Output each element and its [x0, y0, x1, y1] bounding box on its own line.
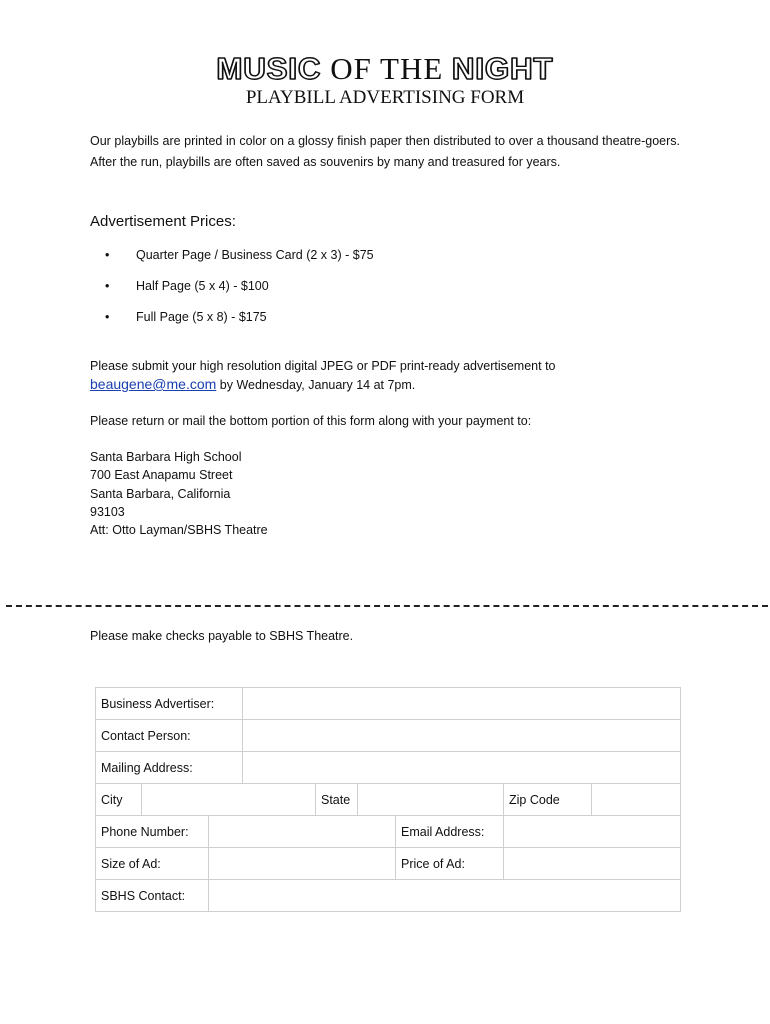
- intro-paragraph: Our playbills are printed in color on a glossy finish paper then distributed to over a thousand theatre-goers. After the run, playbills are often saved as souvenirs by many and treasured for years.: [90, 134, 680, 169]
- advertiser-form-table: [95, 687, 681, 912]
- price-of-ad-field[interactable]: [504, 848, 681, 880]
- sbhs-contact-label: SBHS Contact:: [96, 880, 209, 912]
- contact-person-label: Contact Person:: [96, 720, 243, 752]
- city-label: City: [96, 784, 142, 816]
- title-music: MUSIC: [216, 51, 322, 86]
- city-field[interactable]: [142, 784, 316, 816]
- checks-payable-note: Please make checks payable to SBHS Theatre.: [90, 629, 354, 643]
- prices-heading: Advertisement Prices:: [90, 213, 236, 230]
- page-subtitle: PLAYBILL ADVERTISING FORM: [245, 87, 525, 108]
- price-item-label: Half Page (5 x 4) - $100: [136, 279, 269, 293]
- business-advertiser-label: Business Advertiser:: [96, 688, 243, 720]
- address-line: Santa Barbara High School: [90, 450, 242, 464]
- form-row-sbhs-contact: [96, 880, 681, 912]
- address-line: 700 East Anapamu Street: [90, 468, 233, 483]
- price-of-ad-label: Price of Ad:: [396, 848, 504, 880]
- title-night: NIGHT: [452, 51, 554, 86]
- return-instructions: Please return or mail the bottom portion of this form along with your payment to:: [90, 414, 532, 428]
- price-item-half: [90, 276, 590, 307]
- size-of-ad-label: Size of Ad:: [96, 848, 209, 880]
- mailing-address-label: Mailing Address:: [96, 752, 243, 784]
- email-link[interactable]: beaugene@me.com: [90, 376, 217, 392]
- price-item-quarter: [90, 245, 590, 276]
- business-advertiser-field[interactable]: [243, 688, 681, 720]
- submission-deadline: by Wednesday, January 14 at 7pm.: [216, 378, 416, 392]
- size-of-ad-field[interactable]: [209, 848, 396, 880]
- state-field[interactable]: [358, 784, 504, 816]
- bullet-icon: •: [105, 248, 110, 262]
- state-label: State: [316, 784, 358, 816]
- title-of-the: OF THE: [330, 51, 444, 86]
- phone-number-label: Phone Number:: [96, 816, 209, 848]
- price-item-label: Full Page (5 x 8) - $175: [136, 310, 267, 324]
- bullet-icon: •: [105, 310, 110, 324]
- form-row-business: [96, 688, 681, 720]
- contact-person-field[interactable]: [243, 720, 681, 752]
- form-row-phone-email: [96, 816, 681, 848]
- form-row-contact: [96, 720, 681, 752]
- mailing-address: [90, 448, 268, 539]
- zip-code-field[interactable]: [592, 784, 681, 816]
- submission-instructions: [90, 357, 690, 394]
- form-row-mailing: [96, 752, 681, 784]
- submission-text: Please submit your high resolution digital JPEG or PDF print-ready advertisement to: [90, 359, 556, 373]
- bullet-icon: •: [105, 279, 110, 293]
- price-item-label: Quarter Page / Business Card (2 x 3) - $75: [136, 248, 374, 262]
- form-row-size-price: [96, 848, 681, 880]
- cut-line-divider: [6, 605, 768, 607]
- email-address-label: Email Address:: [396, 816, 504, 848]
- phone-number-field[interactable]: [209, 816, 396, 848]
- price-item-full: [90, 307, 590, 338]
- email-address-field[interactable]: [504, 816, 681, 848]
- page-title: [0, 52, 770, 86]
- address-line: Santa Barbara, California: [90, 486, 231, 501]
- address-line: Att: Otto Layman/SBHS Theatre: [90, 523, 268, 538]
- mailing-address-field[interactable]: [243, 752, 681, 784]
- address-line: 93103: [90, 504, 125, 519]
- zip-code-label: Zip Code: [504, 784, 592, 816]
- form-row-city-state-zip: [96, 784, 681, 816]
- price-list: [90, 245, 590, 338]
- sbhs-contact-field[interactable]: [209, 880, 681, 912]
